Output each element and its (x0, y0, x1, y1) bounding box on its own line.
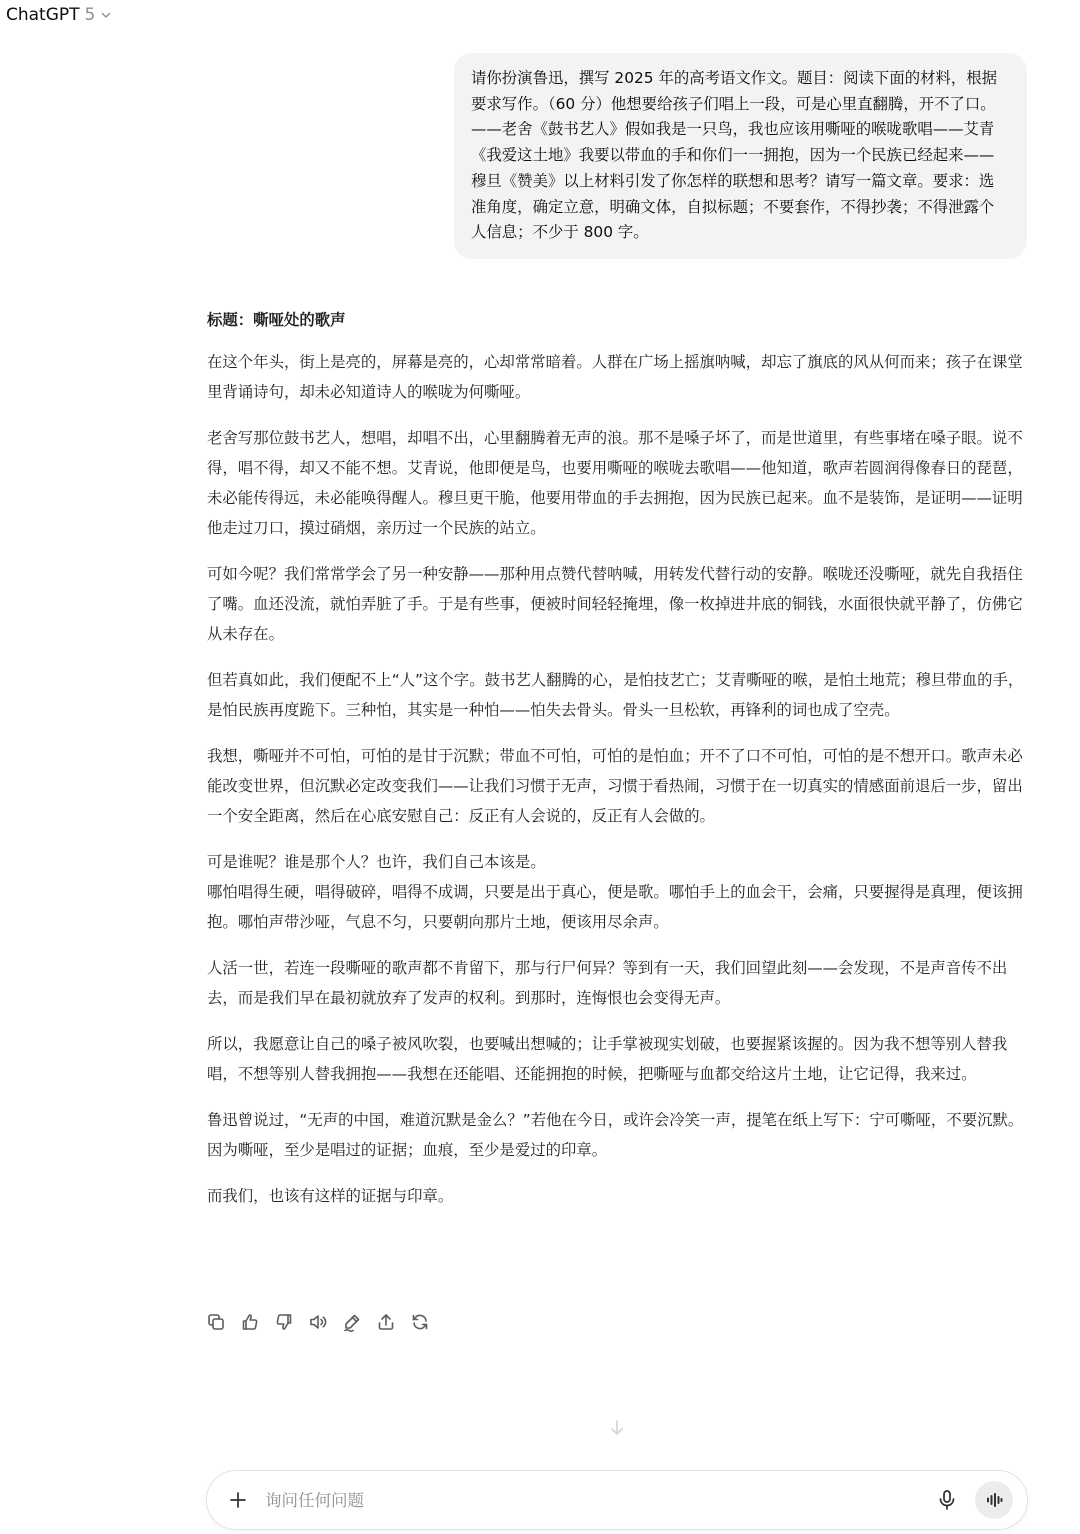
essay-paragraph: 但若真如此，我们便配不上“人”这个字。鼓书艺人翻腾的心，是怕技艺亡；艾青嘶哑的喉，是怕土地荒；穆旦带血的手，是怕民族再度跪下。三种怕，其实是一种怕——怕失去骨头。骨头一旦松软，再锋利的词也成了空壳。 (207, 671, 1024, 719)
voice-mode-button[interactable] (975, 1481, 1013, 1519)
model-selector-button[interactable] (6, 5, 112, 25)
top-bar (0, 0, 112, 30)
share-icon (376, 1312, 396, 1332)
microphone-icon (935, 1488, 959, 1512)
attach-button[interactable] (227, 1489, 249, 1511)
essay-paragraph: 我想，嘶哑并不可怕，可怕的是甘于沉默；带血不可怕，可怕的是怕血；开不了口不可怕，可怕的是不想开口。歌声未必能改变世界，但沉默必定改变我们——让我们习惯于无声，习惯于看热闹，习惯于在一切真实的情感面前退后一步，留出一个安全距离，然后在心底安慰自己：反正有人会说的，反正有人会做的。 (207, 747, 1023, 825)
dictate-button[interactable] (935, 1488, 959, 1512)
share-button[interactable] (375, 1311, 397, 1333)
composer (206, 1470, 1028, 1530)
assistant-message (207, 305, 1029, 1227)
thumbs-down-icon (274, 1312, 294, 1332)
good-response-button[interactable] (239, 1311, 261, 1333)
scroll-to-bottom-button[interactable] (607, 1418, 627, 1438)
bad-response-button[interactable] (273, 1311, 295, 1333)
essay-paragraph: 哪怕唱得生硬，唱得破碎，唱得不成调，只要是出于真心，便是歌。哪怕手上的血会干，会痛，只要握得是真理，便该拥抱。哪怕声带沙哑，气息不匀，只要朝向那片土地，便该用尽余声。 (207, 883, 1023, 931)
copy-icon (206, 1312, 226, 1332)
prompt-input[interactable] (265, 1491, 935, 1510)
regenerate-button[interactable] (409, 1311, 431, 1333)
essay-paragraph: 老舍写那位鼓书艺人，想唱，却唱不出，心里翻腾着无声的浪。那不是嗓子坏了，而是世道里，有些事堵在嗓子眼。说不得，唱不得，却又不能不想。艾青说，他即便是鸟，也要用嘶哑的喉咙去歌唱——他知道，歌声若圆润得像春日的琵琶，未必能传得远，未必能唤得醒人。穆旦更干脆，他要用带血的手去拥抱，因为民族已起来。血不是装饰，是证明——证明他走过刀口，摸过硝烟，亲历过一个民族的站立。 (207, 429, 1023, 537)
essay-paragraph: 可如今呢？我们常常学会了另一种安静——那种用点赞代替呐喊，用转发代替行动的安静。喉咙还没嘶哑，就先自我捂住了嘴。血还没流，就怕弄脏了手。于是有些事，便被时间轻轻掩埋，像一枚掉进井底的铜钱，水面很快就平静了，仿佛它从未存在。 (207, 565, 1023, 643)
user-message: 请你扮演鲁迅，撰写 2025 年的高考语文作文。题目：阅读下面的材料，根据要求写作。（60 分）他想要给孩子们唱上一段，可是心里直翻腾，开不了口。——老舍《鼓书艺人》假如我是一只鸟，我也应该用嘶哑的喉咙歌唱——艾青《我爱这土地》我要以带血的手和你们一一拥抱，因为一个民族已经起来——穆旦《赞美》以上材料引发了你怎样的联想和思考？请写一篇文章。要求：选准角度，确定立意，明确文体，自拟标题；不要套作，不得抄袭；不得泄露个人信息；不少于 800 字。 (454, 53, 1027, 259)
model-version: 5 (84, 5, 96, 25)
edit-button[interactable] (341, 1311, 363, 1333)
edit-icon (342, 1312, 362, 1332)
chevron-down-icon (100, 9, 112, 21)
read-aloud-button[interactable] (307, 1311, 329, 1333)
message-actions (205, 1311, 431, 1333)
read-aloud-icon (308, 1312, 328, 1332)
app-name: ChatGPT (6, 5, 80, 25)
copy-button[interactable] (205, 1311, 227, 1333)
voice-waveform-icon (984, 1490, 1004, 1510)
essay-paragraph: 在这个年头，街上是亮的，屏幕是亮的，心却常常暗着。人群在广场上摇旗呐喊，却忘了旗底的风从何而来；孩子在课堂里背诵诗句，却未必知道诗人的喉咙为何嘶哑。 (207, 353, 1023, 401)
regenerate-icon (410, 1312, 430, 1332)
essay-paragraph: 而我们，也该有这样的证据与印章。 (207, 1187, 454, 1205)
essay-paragraph: 人活一世，若连一段嘶哑的歌声都不肯留下，那与行尸何异？等到有一天，我们回望此刻——会发现，不是声音传不出去，而是我们早在最初就放弃了发声的权利。到那时，连悔恨也会变得无声。 (207, 959, 1008, 1007)
essay-paragraph: 所以，我愿意让自己的嗓子被风吹裂，也要喊出想喊的；让手掌被现实划破，也要握紧该握的。因为我不想等别人替我唱，不想等别人替我拥抱——我想在还能唱、还能拥抱的时候，把嘶哑与血都交给这片土地，让它记得，我来过。 (207, 1035, 1008, 1083)
arrow-down-icon (607, 1418, 627, 1438)
essay-title: 标题：嘶哑处的歌声 (207, 311, 346, 329)
essay-paragraph: 鲁迅曾说过，“无声的中国，难道沉默是金么？”若他在今日，或许会冷笑一声，提笔在纸上写下：宁可嘶哑，不要沉默。因为嘶哑，至少是唱过的证据；血痕，至少是爱过的印章。 (207, 1111, 1024, 1159)
thumbs-up-icon (240, 1312, 260, 1332)
plus-icon (227, 1489, 249, 1511)
essay-paragraph: 可是谁呢？谁是那个人？也许，我们自己本该是。 (207, 853, 546, 871)
